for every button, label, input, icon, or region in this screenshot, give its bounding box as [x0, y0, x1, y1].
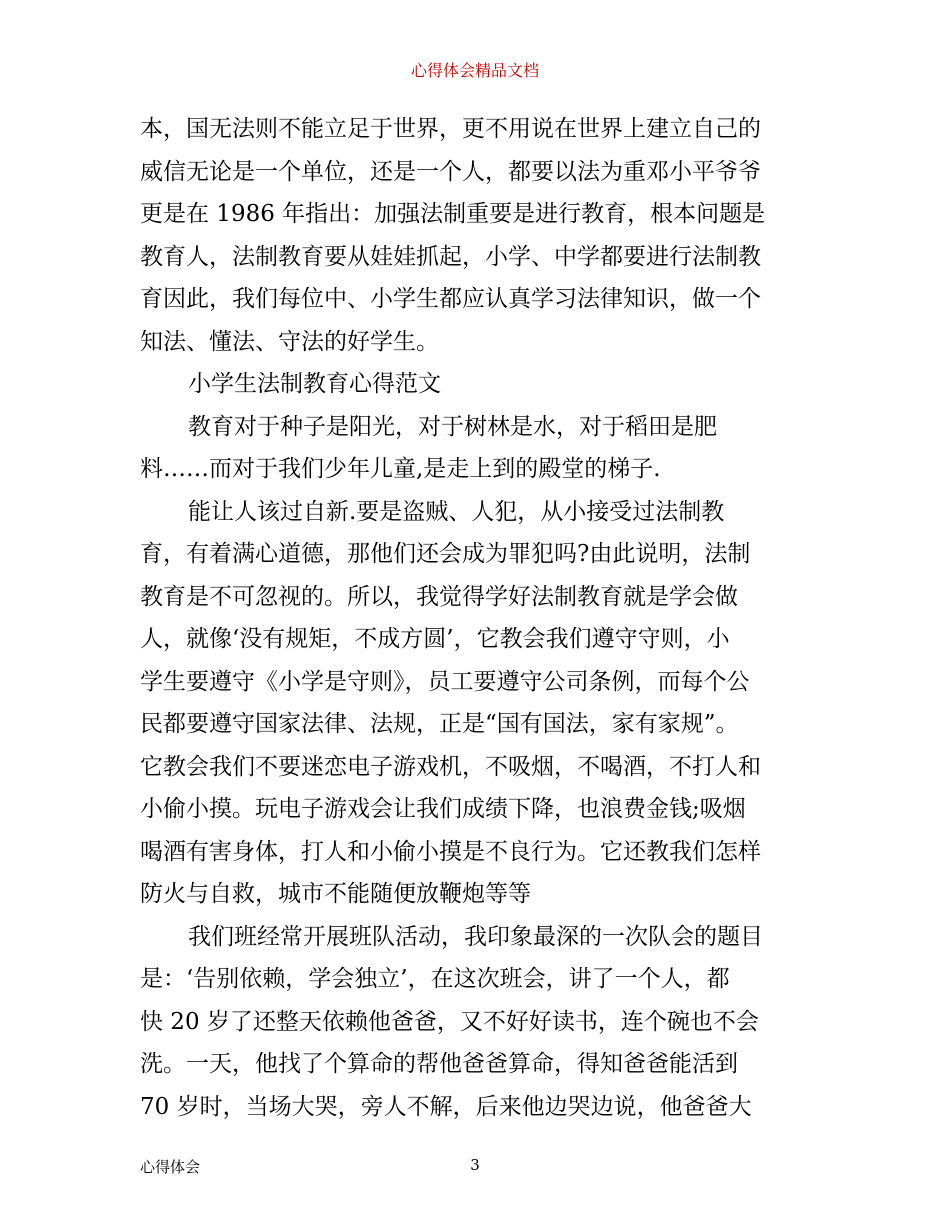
- text-line: 我们班经常开展班队活动，我印象最深的一次队会的题目: [188, 923, 763, 950]
- text-line: 更是在 1986 年指出：加强法制重要是进行教育，根本问题是: [140, 201, 766, 227]
- footer-label: 心得体会: [140, 1158, 201, 1176]
- text-line: 喝酒有害身体，打人和小偷小摸是不良行为。它还教我们怎样: [140, 838, 761, 865]
- text-line: 本，国无法则不能立足于世界，更不用说在世界上建立自己的: [140, 116, 761, 142]
- text-line: 学生要遵守《小学是守则》，员工要遵守公司条例，而每个公: [140, 668, 750, 695]
- text-line: 教育人，法制教育要从娃娃抓起，小学、中学都要进行法制教: [140, 243, 761, 270]
- text-line: 知法、懂法、守法的好学生。: [140, 328, 439, 355]
- text-line: 它教会我们不要迷恋电子游戏机，不吸烟，不喝酒，不打人和: [140, 753, 761, 780]
- page-header-title: 心得体会精品文档: [410, 61, 539, 80]
- text-line: 快 20 岁了还整天依赖他爸爸，又不好好读书，连个碗也不会: [140, 1008, 759, 1035]
- text-line: 教育是不可忽视的。所以，我觉得学好法制教育就是学会做: [140, 583, 738, 610]
- text-line: 洗。一天，他找了个算命的帮他爸爸算命，得知爸爸能活到: [140, 1051, 738, 1077]
- text-line: 人，就像‘没有规矩，不成方圆’，它教会我们遵守守则，小: [140, 626, 730, 652]
- text-line: 教育对于种子是阳光，对于树林是水，对于稻田是肥: [188, 413, 717, 440]
- body-text: [140, 108, 812, 1128]
- text-line: 育因此，我们每位中、小学生都应认真学习法律知识，做一个: [140, 286, 761, 312]
- text-line: 育，有着满心道德，那他们还会成为罪犯吗?由此说明，法制: [140, 541, 751, 567]
- text-line: 料……而对于我们少年儿童,是走上到的殿堂的梯子.: [140, 456, 661, 482]
- page-number: 3: [470, 1156, 480, 1174]
- text-line: 威信无论是一个单位，还是一个人，都要以法为重邓小平爷爷: [140, 158, 761, 185]
- text-line: 能让人该过自新.要是盗贼、人犯，从小接受过法制教: [188, 498, 725, 525]
- text-line: 小学生法制教育心得范文: [188, 371, 441, 397]
- text-line: 防火与自救，城市不能随便放鞭炮等等: [140, 881, 531, 907]
- text-line: 是：‘告别依赖，学会独立’，在这次班会，讲了一个人，都: [140, 966, 730, 992]
- text-line: 70 岁时，当场大哭，旁人不解，后来他边哭边说，他爸爸大: [140, 1093, 752, 1120]
- text-line: 民都要遵守国家法律、法规，正是“国有国法，家有家规”。: [140, 711, 739, 737]
- text-line: 小偷小摸。玩电子游戏会让我们成绩下降，也浪费金钱;吸烟: [140, 796, 746, 822]
